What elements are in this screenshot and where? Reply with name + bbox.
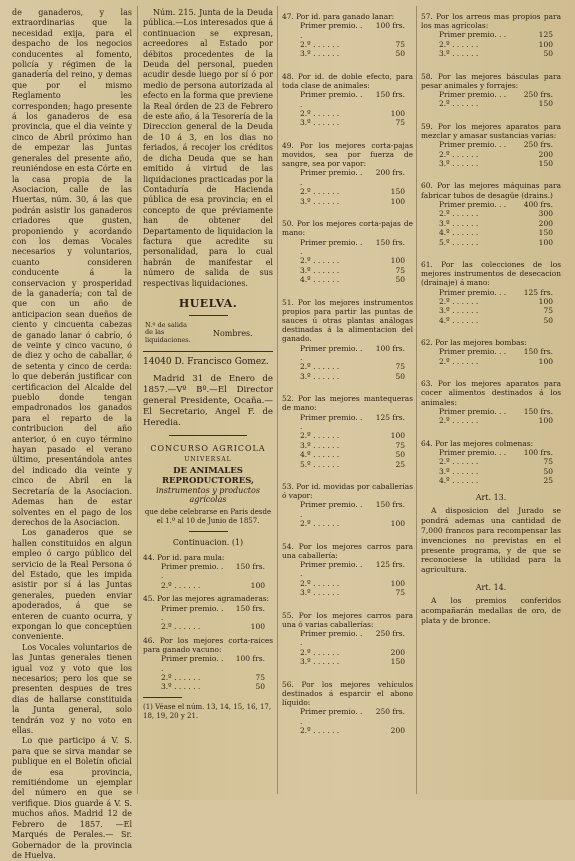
prize-label: 2.º . . . . . . (439, 39, 479, 49)
prize-amount: 100 frs. (523, 447, 553, 457)
prize-label: 3.º . . . . . . (300, 371, 340, 381)
continuation-label: Continuacion. (1) (172, 537, 244, 547)
prize-row (282, 168, 413, 187)
prize-row (143, 682, 273, 691)
prize-amount: 250 frs. (375, 707, 405, 717)
prize-amount: 100 frs. (375, 21, 405, 31)
prize-label: 3.º . . . . . . (161, 682, 201, 692)
prize-label: 2.º . . . . . . (161, 580, 201, 590)
prize-row (143, 562, 273, 581)
prize-label: 5.º . . . . . . (439, 237, 479, 247)
prize-label: Primer premio. . . (439, 447, 507, 457)
column-rule (137, 6, 138, 794)
prize-label: 4.º . . . . . . (439, 315, 479, 325)
prize-amount: 150 frs. (375, 90, 405, 100)
prize-amount: 200 (538, 218, 553, 228)
prize-label: Primer premio. . . (439, 140, 507, 150)
prize-row (421, 457, 561, 466)
prize-row (282, 629, 413, 648)
prize-amount: 75 (395, 118, 405, 128)
prize-amount: 125 frs. (375, 560, 405, 570)
prize-row (143, 581, 273, 590)
prize-row (282, 21, 413, 40)
prize-label: 2.º . . . . . . (439, 356, 479, 366)
prize-row (282, 560, 413, 579)
prize-amount: 100 (538, 237, 553, 247)
prize-list (421, 288, 561, 326)
prize-label: Primer premio. . . (439, 30, 507, 40)
prize-amount: 200 frs. (375, 168, 405, 178)
prize-title: 46. Por los mejores corta-raices para ganado vacuno: (143, 635, 273, 654)
prize-amount: 150 (538, 159, 553, 169)
prize-row (282, 500, 413, 519)
divider (169, 435, 247, 436)
paragraph: Núm. 215. Junta de la Deuda pública.—Los interesados que á continuacion se expresan, acreedores al Estado por débitos procedentes de la Deuda del personal, pueden acudir desde luego por sí ó por medio de persona autorizada al efecto en la forma que previene la Real órden de 23 de Febrero de este año, á la Tesorería de la Direccion general de la Deuda de 10 á 3, en los dias no feriados, á recojer los créditos de dicha Deuda que se han emitido á virtud de las liquidaciones practicadas por la Contaduría de Hacienda pública de esa provincia; en el concepto de que préviamente han de obtener del Departamento de liquidacion la factura que acredite su personalidad, para lo cual habrán de manifestar el número de salida de sus respectivas liquidaciones. (143, 8, 273, 288)
prize-title: 62. Por las mejores bombas: (421, 338, 527, 348)
prize-title: 57. Por los arreos mas propios para los mas agrícolas: (421, 12, 561, 31)
prize-amount: 100 (538, 356, 553, 366)
prize-title: 55. Por los mejores carros para una ó varias caballerías: (282, 610, 413, 629)
prize-list (282, 629, 413, 667)
prize-row (421, 159, 561, 168)
prize-label: Primer premio. . . (300, 168, 363, 187)
prize-amount: 50 (395, 49, 405, 59)
prize-amount: 125 (538, 30, 553, 40)
prize-label: Primer premio. . . (300, 90, 363, 109)
prize-row (421, 407, 561, 416)
prize-title: 63. Por los mejores aparatos para cocer alimentos destinados á los animales: (421, 379, 561, 407)
prize-row (282, 648, 413, 657)
prize-title: 51. Por los mejores instrumentos propios para partir las puntas de sauces ú otras plantas análogas destinadas á la alimentacion del ganado. (282, 297, 413, 344)
prize-row (282, 109, 413, 118)
column-rule (416, 6, 417, 794)
prize-label: Primer premio. . . (300, 237, 363, 256)
prize-list (282, 500, 413, 528)
prize-list (421, 448, 561, 486)
table-row (143, 358, 273, 367)
prize-amount: 50 (543, 466, 553, 476)
prize-list (143, 654, 273, 692)
prize-label: 4.º . . . . . . (439, 228, 479, 238)
prize-list (421, 90, 561, 109)
prize-list (282, 707, 413, 735)
prize-list (282, 238, 413, 285)
prize-label: 5.º . . . . . . (300, 459, 340, 469)
prize-list (421, 140, 561, 168)
prize-row (421, 49, 561, 58)
table-header: N.º de salida de las liquidaciones. (145, 320, 191, 344)
prize-list (282, 21, 413, 59)
prize-title: 60. Por las mejores máquinas para fabricar tubos de desagüe (drains.) (421, 181, 561, 200)
prize-label: Primer premio. . . (439, 199, 507, 209)
prize-amount: 100 (538, 296, 553, 306)
prize-row (282, 657, 413, 666)
prize-row (282, 344, 413, 363)
prize-amount: 50 (395, 450, 405, 460)
prize-row (143, 673, 273, 682)
prize-row (421, 467, 561, 476)
section-heading: HUELVA. (178, 296, 238, 310)
prize-row (421, 416, 561, 425)
prize-label: Primer premio. . . (300, 560, 363, 579)
prize-amount: 75 (395, 588, 405, 598)
prize-label: 3.º . . . . . . (439, 466, 479, 476)
liquidation-table (143, 321, 273, 346)
prize-row (421, 228, 561, 237)
prize-label: 2.º . . . . . . (300, 726, 340, 736)
prize-label: 2.º . . . . . . (439, 149, 479, 159)
prize-row (143, 622, 273, 631)
prize-label: 2.º . . . . . . (439, 457, 479, 467)
prize-list (282, 560, 413, 598)
prize-label: 2.º . . . . . . (300, 187, 340, 197)
prize-label: 4.º . . . . . . (439, 476, 479, 485)
prize-row (421, 288, 561, 297)
prize-label: 2.º . . . . . . (300, 40, 340, 50)
prize-label: 3.º . . . . . . (439, 218, 479, 228)
prize-label: 2.º . . . . . . (300, 256, 340, 266)
prize-row (282, 362, 413, 371)
prize-label: Primer premio. . . (161, 603, 224, 622)
prize-row (282, 707, 413, 726)
prize-row (282, 275, 413, 284)
prize-label: 2.º . . . . . . (439, 296, 479, 306)
prize-row (421, 219, 561, 228)
prize-row (421, 476, 561, 485)
prize-row (282, 441, 413, 450)
prize-amount: 100 frs. (235, 654, 265, 664)
prize-label: Primer premio. . . (300, 707, 363, 726)
prize-amount: 100 (390, 578, 405, 588)
concurso-heading-italic: instrumentos y productos agrícolas (156, 485, 260, 504)
prize-amount: 100 (390, 256, 405, 266)
prize-list (282, 168, 413, 206)
divider (143, 697, 182, 698)
prize-row (282, 431, 413, 440)
prize-amount: 100 (390, 109, 405, 119)
prize-list (282, 90, 413, 128)
prize-row (282, 413, 413, 432)
prize-row (143, 604, 273, 623)
prize-list (421, 30, 561, 58)
prize-label: 3.º . . . . . . (300, 49, 340, 59)
prize-row (282, 460, 413, 469)
prize-amount: 100 (250, 622, 265, 632)
prize-row (421, 209, 561, 218)
prize-title: 58. Por las mejores básculas para pesar animales y forrajes: (421, 71, 561, 90)
prize-row (282, 49, 413, 58)
prize-row (421, 448, 561, 457)
prize-amount: 150 frs. (235, 603, 265, 613)
prize-row (421, 40, 561, 49)
prize-label: 4.º . . . . . . (300, 450, 340, 460)
prize-amount: 75 (543, 306, 553, 316)
prize-list (421, 407, 561, 426)
prize-amount: 50 (543, 49, 553, 59)
prize-amount: 200 (538, 149, 553, 159)
prize-row (421, 297, 561, 306)
prize-label: Primer premio. . . (300, 412, 363, 431)
prize-title: 44. Por id. para mula: (143, 552, 225, 562)
divider (189, 315, 228, 316)
prize-row (421, 316, 561, 325)
prize-label: 4.º . . . . . . (300, 275, 340, 285)
paragraph: A disposicion del Jurado se pondrá ademas una cantidad de 7,000 francos para recompensar las invenciones no previstas en el presente programa, y de que se reconociese la utilidad para la agricultura. (421, 506, 561, 575)
prize-amount: 250 frs. (375, 629, 405, 639)
prize-title: 61. Por las colecciones de los mejores instrumentos de desecacion (drainaje) á mano: (421, 259, 561, 288)
prize-label: 3.º . . . . . . (300, 118, 340, 128)
prize-row (282, 256, 413, 265)
prize-row (421, 306, 561, 315)
prize-amount: 100 (538, 416, 553, 426)
column-2 (143, 8, 273, 792)
prize-amount: 150 frs. (523, 406, 553, 416)
prize-label: Primer premio. . . (439, 90, 507, 100)
prize-label: 2.º . . . . . . (439, 99, 479, 109)
column-1 (12, 8, 132, 860)
prize-amount: 150 (390, 187, 405, 197)
concurso-subtitle: UNIVERSAL (184, 455, 232, 463)
prize-label: 2.º . . . . . . (300, 109, 340, 119)
prize-label: 2.º . . . . . . (300, 431, 340, 441)
prize-amount: 150 (390, 657, 405, 667)
prize-row (282, 579, 413, 588)
prize-label: Primer premio. . . (161, 654, 224, 673)
prize-amount: 75 (395, 440, 405, 450)
prize-list (421, 200, 561, 247)
prize-amount: 100 (390, 431, 405, 441)
paragraph: Madrid 31 de Enero de 1857.—Vº Bº.—El Director general Presidente, Ocaña.—El Secretario, Angel F. de Heredia. (143, 373, 273, 428)
column-4 (421, 8, 561, 792)
prize-row (282, 726, 413, 735)
prize-amount: 100 (390, 196, 405, 206)
prize-title: 64. Por las mejores colmenas: (421, 438, 533, 448)
prize-amount: 75 (395, 40, 405, 50)
prize-amount: 125 frs. (523, 287, 553, 297)
prize-amount: 200 (390, 647, 405, 657)
prize-amount: 150 frs. (523, 347, 553, 357)
prize-row (282, 118, 413, 127)
prize-row (421, 347, 561, 356)
prize-title: 50. Por los mejores corta-pajas de mano: (282, 219, 413, 238)
prize-title: 49. Por los mejores corta-pajas movidos, sea por fuerza de sangre, sea por vapor: (282, 140, 413, 169)
divider (189, 531, 228, 532)
prize-label: Primer premio. . . (300, 343, 363, 362)
creditor-name: D. Francisco Gomez. (174, 357, 269, 368)
prize-amount: 75 (395, 265, 405, 275)
prize-title: 53. Por id. movidas por caballerías ó vapor: (282, 482, 413, 501)
prize-amount: 100 frs. (375, 343, 405, 353)
prize-title: 47. Por id. para ganado lanar: (282, 12, 395, 21)
prize-label: 2.º . . . . . . (439, 209, 479, 219)
prize-label: Primer premio. . . (300, 629, 363, 648)
prize-row (421, 90, 561, 99)
prize-label: Primer premio. . . (439, 406, 507, 416)
prize-amount: 100 (250, 580, 265, 590)
prize-list (282, 344, 413, 382)
prize-label: 2.º . . . . . . (161, 672, 201, 682)
column-rule (277, 6, 278, 794)
prize-amount: 400 frs. (523, 199, 553, 209)
prize-row (421, 30, 561, 39)
prize-amount: 150 (538, 99, 553, 109)
divider (143, 351, 273, 352)
prize-list (421, 347, 561, 366)
prize-label: 2.º . . . . . . (439, 416, 479, 426)
concurso-title: CONCURSO AGRICOLA (150, 443, 266, 453)
prize-row (421, 99, 561, 108)
prize-title: 45. Por las mejores agramaderas: (143, 594, 270, 604)
prize-title: 48. Por id. de doble efecto, para toda clase de animales: (282, 71, 413, 91)
prize-title: 52. Por las mejores mantequeras de mano: (282, 394, 413, 413)
prize-row (421, 150, 561, 159)
prize-amount: 100 (538, 39, 553, 49)
footnote: (1) Véase el núm. 13, 14, 15, 16, 17, 18, 19, 20 y 21. (143, 702, 272, 721)
prize-amount: 150 frs. (235, 562, 265, 572)
prize-amount: 25 (543, 476, 553, 485)
prize-label: Primer premio. . . (161, 562, 224, 581)
paragraph: A los premios conferidos acompañarán medallas de oro, de plata y de bronce. (421, 595, 561, 625)
table-header: Nombres. (212, 328, 253, 338)
prize-row (282, 90, 413, 109)
prize-label: Primer premio. . . (300, 500, 363, 519)
prize-amount: 100 (390, 519, 405, 529)
prize-row (282, 519, 413, 528)
prize-row (282, 238, 413, 257)
prize-amount: 150 frs. (375, 500, 405, 510)
prize-label: 3.º . . . . . . (439, 159, 479, 169)
prize-row (282, 450, 413, 459)
prize-label: 3.º . . . . . . (439, 49, 479, 59)
prize-title: 54. Por los mejores carros para una caballería: (282, 541, 413, 560)
prize-label: Primer premio. . . (439, 347, 507, 357)
prize-row (421, 200, 561, 209)
prize-title: 56. Por los mejores vehículos destinados á esparcir el abono líquido: (282, 679, 413, 708)
prize-amount: 50 (543, 315, 553, 325)
prize-amount: 300 (538, 209, 553, 219)
prize-row (282, 266, 413, 275)
prize-amount: 150 frs. (375, 237, 405, 247)
paragraph: de ganaderos, y las extraordinarias que la necesidad exija, para el despacho de los negocios conducentes al fomento, policía y régimen de la ganadería del reino, y demas que por el mismo Reglamento les corresponden; hago presente á los ganaderos de esa provincia, que el dia veinte y cinco de Abril próximo han de empezar las Juntas generales del presente año, reuniéndose en esta Córte en la casa propia de la Asociacion, calle de las Huertas, núm. 30, á las que podrán asistir los ganaderos criadores que gusten, proponiendo y acordando con los demas Vocales necesarios y voluntarios, cuanto consideren conducente á la conservacion y prosperidad de la ganadería; con tal de que con un año de anticipacion sean dueños de ciento y cincuenta cabezas de ganado lanar ó cabrío, ó de veinte y cinco vacuno, ó de diez y ocho de caballar, ó de setenta y cinco de cerda: lo que deberán justificar con certificacion del Alcalde del pueblo donde tengan empadronados los ganados para el reparto de la contribucion del año anterior, ó en cuyo término hayan pasado el verano último, presentándola antes del indicado dia veinte y cinco de Abril en la Secretaría de la Asociacion. Ademas han de estar solventes en el pago de los derechos de la Asociacion. (12, 8, 132, 527)
paragraph: Los ganaderos que se hallen constituidos en algun empleo ó cargo público del servicio de la Real Persona ó del Estado, que les impida asistir por sí á las Juntas generales, pueden enviar apoderados, á que se enteren de cuanto ocurra, y expongan lo que conceptúen conveniente. (12, 528, 132, 642)
prize-amount: 75 (543, 457, 553, 467)
prize-label: Primer premio. . . (300, 21, 363, 40)
prize-label: 3.º . . . . . . (300, 440, 340, 450)
article-heading: Art. 13. (475, 493, 507, 503)
prize-label: Primer premio. . . (439, 287, 507, 297)
prize-label: 2.º . . . . . . (300, 362, 340, 372)
prize-amount: 200 (390, 726, 405, 736)
prize-label: 2.º . . . . . . (300, 519, 340, 529)
prize-title: 59. Por los mejores aparatos para mezclar y amasar sustancias varias: (421, 121, 561, 141)
prize-amount: 125 frs. (375, 412, 405, 422)
prize-row (421, 238, 561, 247)
prize-label: 2.º . . . . . . (161, 622, 201, 632)
prize-list (282, 413, 413, 469)
prize-amount: 50 (395, 371, 405, 381)
prize-amount: 250 frs. (523, 140, 553, 150)
prize-list (143, 562, 273, 590)
prize-amount: 75 (395, 362, 405, 372)
prize-row (282, 187, 413, 196)
prize-label: 3.º . . . . . . (300, 196, 340, 206)
prize-label: 3.º . . . . . . (300, 588, 340, 598)
paragraph: Los Vocales voluntarios de las Juntas generales tienen igual voz y voto que los necesarios; pero los que se presenten despues de tres dias de hallarse constituida la Junta general, solo tendrán voz y no voto en ellas. (12, 642, 132, 736)
prize-label: 2.º . . . . . . (300, 578, 340, 588)
prize-amount: 75 (255, 672, 265, 682)
liquidation-number: 14040 (143, 357, 172, 368)
prize-amount: 25 (395, 459, 405, 469)
concurso-dates: que debe celebrarse en Paris desde el 1.º al 10 de Junio de 1857. (144, 507, 272, 525)
prize-label: 3.º . . . . . . (439, 306, 479, 316)
prize-amount: 150 (538, 228, 553, 238)
prize-row (282, 40, 413, 49)
prize-label: 3.º . . . . . . (300, 265, 340, 275)
concurso-heading: DE ANIMALES REPRODUCTORES, (161, 465, 255, 486)
prize-row (282, 372, 413, 381)
prize-label: 3.º . . . . . . (300, 657, 340, 667)
prize-amount: 50 (395, 275, 405, 285)
article-heading: Art. 14. (475, 582, 507, 592)
prize-row (143, 654, 273, 673)
prize-amount: 50 (255, 682, 265, 692)
column-3 (282, 8, 413, 792)
paragraph: Lo que participo á V. S. para que se sirva mandar se publique en el Boletín oficial de esa provincia, remitiéndome un ejemplar del número en que se verifique. Dios guarde á V. S. muchos años. Madrid 12 de Febrero de 1857. —El Marqués de Perales.— Sr. Gobernador de la provincia de Huelva. (12, 736, 132, 860)
prize-row (421, 357, 561, 366)
prize-row (282, 197, 413, 206)
prize-list (143, 604, 273, 632)
prize-label: 2.º . . . . . . (300, 647, 340, 657)
prize-row (282, 588, 413, 597)
prize-amount: 250 frs. (523, 90, 553, 100)
prize-row (421, 140, 561, 149)
